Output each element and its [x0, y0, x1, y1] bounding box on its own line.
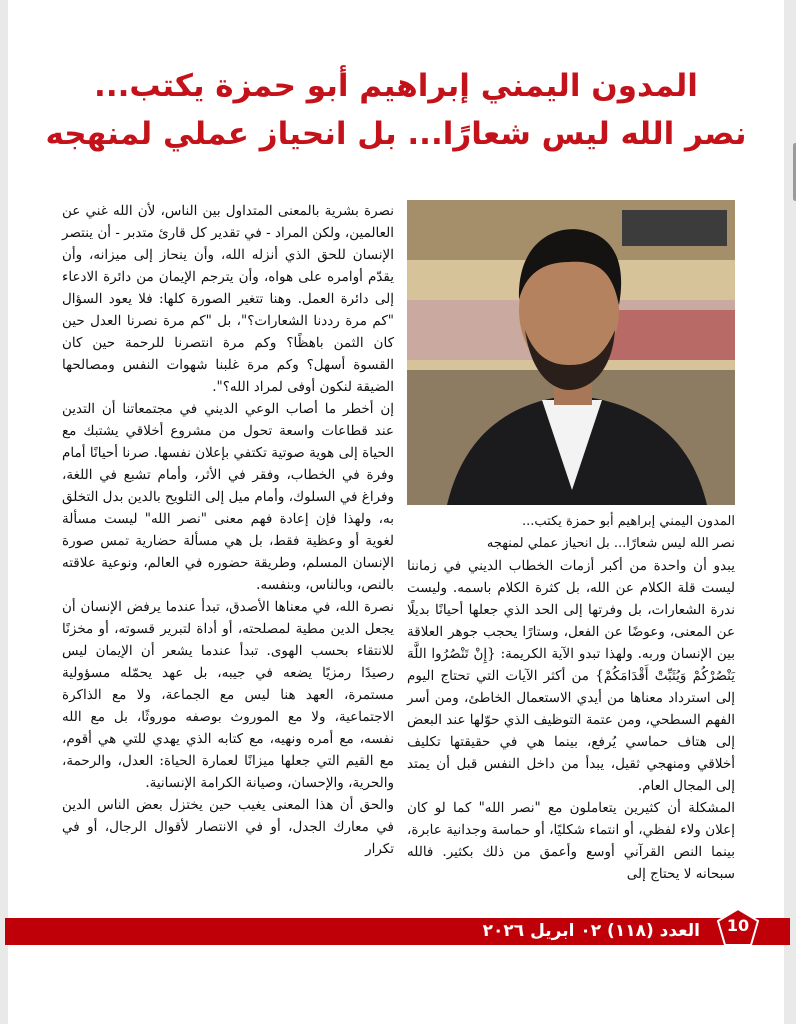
- article-column-left: [62, 200, 394, 885]
- title-line-1: المدون اليمني إبراهيم أبو حمزة يكتب...: [94, 68, 698, 104]
- page-number: 10: [726, 916, 750, 935]
- caption-line-1: المدون اليمني إبراهيم أبو حمزة يكتب...: [522, 514, 735, 529]
- author-portrait-image: [407, 200, 735, 505]
- page-number-badge: [716, 907, 760, 947]
- paragraph: إن أخطر ما أصاب الوعي الديني في مجتمعاتنا أن التدين عند قطاعات واسعة تحول من مشروع أخلاقي يشتبك مع الحياة إلى هوية صوتية تكتفي بإعلان نفسها. صرنا أحيانًا أمام وفرة في الخطاب، وفقر في الأثر، وأمام تشبع في اللغة، وفراغ في السلوك، وأمام ميل إلى التلويح بالدين بدل التخلق به، ولهذا فإن إعادة فهم معنى "نصر الله" ليست مسألة لغوية أو وعظية فقط، بل هي مسألة حضارية تمس صورة الإنسان المسلم، وطريقة حضوره في العالم، ونوعية علاقته بالنص، وبالناس، وبنفسه.: [62, 401, 394, 593]
- magazine-page: [8, 0, 784, 1024]
- paragraph: يبدو أن واحدة من أكبر أزمات الخطاب الديني في زماننا ليست قلة الكلام عن الله، بل كثرة الكلام باسمه. وليست ندرة الشعارات، بل وفرتها إلى الحد الذي جعلها أحيانًا بديلًا عن المعنى، وعوضًا عن الفعل، وستارًا يحجب جوهر العلاقة بين الإنسان وربه. ولهذا تبدو الآية الكريمة: {إِنْ تَنْصُرُوا اللَّهَ يَنْصُرْكُمْ وَيُثَبِّتْ أَقْدَامَكُمْ} من أكثر الآيات التي تحتاج اليوم إلى استرداد معناها من أيدي الاستعمال الخاطئ، ومن أسر الفهم السطحي، ومن عتمة التوظيف الذي حوّلها عند البعض إلى هتاف حماسي يُرفع، بينما هي في حقيقتها تكليف أخلاقي ومنهجي ثقيل، يبدأ من داخل النفس قبل أن يمتد إلى المجال العام.: [407, 558, 735, 794]
- footer: [8, 907, 784, 951]
- article-title: [38, 62, 754, 158]
- photo-caption: [407, 511, 735, 555]
- paragraph: والحق أن هذا المعنى يغيب حين يختزل بعض الناس الدين في معارك الجدل، أو في الانتصار لأقوال الرجال، أو في تكرار: [62, 797, 394, 857]
- article-column-right: [407, 200, 735, 885]
- article-body: [62, 200, 735, 885]
- paragraph: نصرة الله، في معناها الأصدق، تبدأ عندما يرفض الإنسان أن يجعل الدين مطية لمصلحته، أو أداة لتبرير قسوته، أو مخزنًا للانتقاء بحسب الهوى. تبدأ عندما يشعر أن الإيمان ليس رصيدًا رمزيًا يضعه في جيبه، بل عهد يحمّله مسؤولية مستمرة، العهد هنا ليس مع الجماعة، ولا مع الذاكرة الاجتماعية، ولا مع الموروث بوصفه موروثًا، بل مع الله نفسه، مع أمره ونهيه، مع كتابه الذي يهدي للتي هي أقوم، مع القيم التي جعلها ميزانًا لعمارة الحياة: العدل، والرحمة، والحرية، والإحسان، وصيانة الكرامة الإنسانية.: [62, 599, 394, 791]
- title-line-2: نصر الله ليس شعارًا... بل انحياز عملي لمنهجه: [45, 116, 747, 152]
- caption-line-2: نصر الله ليس شعارًا... بل انحياز عملي لمنهجه: [486, 536, 735, 551]
- issue-date: العدد (١١٨) ٠٢ ابريل ٢٠٢٦: [482, 921, 700, 941]
- paragraph: المشكلة أن كثيرين يتعاملون مع "نصر الله" كما لو كان إعلان ولاء لفظي، أو انتماء شكليًا، أو حماسة وجدانية عابرة، بينما النص القرآني أوسع وأعمق من ذلك بكثير. فالله سبحانه لا يحتاج إلى: [407, 800, 735, 882]
- paragraph: نصرة بشرية بالمعنى المتداول بين الناس، لأن الله غني عن العالمين، ولكن المراد - في تقدير كل قارئ متدبر - أن ينتصر الإنسان للحق الذي أنزله الله، وأن ينحاز إلى ميزانه، وأن يقدّم أوامره على هواه، وأن يترجم الإيمان من دائرة الادعاء إلى دائرة العمل. وهنا تتغير الصورة كلها: فلا يعود السؤال "كم مرة رددنا الشعارات؟"، بل "كم مرة نصرنا العدل حين كان الثمن باهظًا؟ وكم مرة انتصرنا للرحمة حين كان القسوة أسهل؟ وكم مرة غلبنا شهوات النفس ومصالحها الضيقة لنكون أوفى لمراد الله؟".: [62, 203, 394, 395]
- footer-bar: [5, 918, 790, 945]
- author-photo: [407, 200, 735, 505]
